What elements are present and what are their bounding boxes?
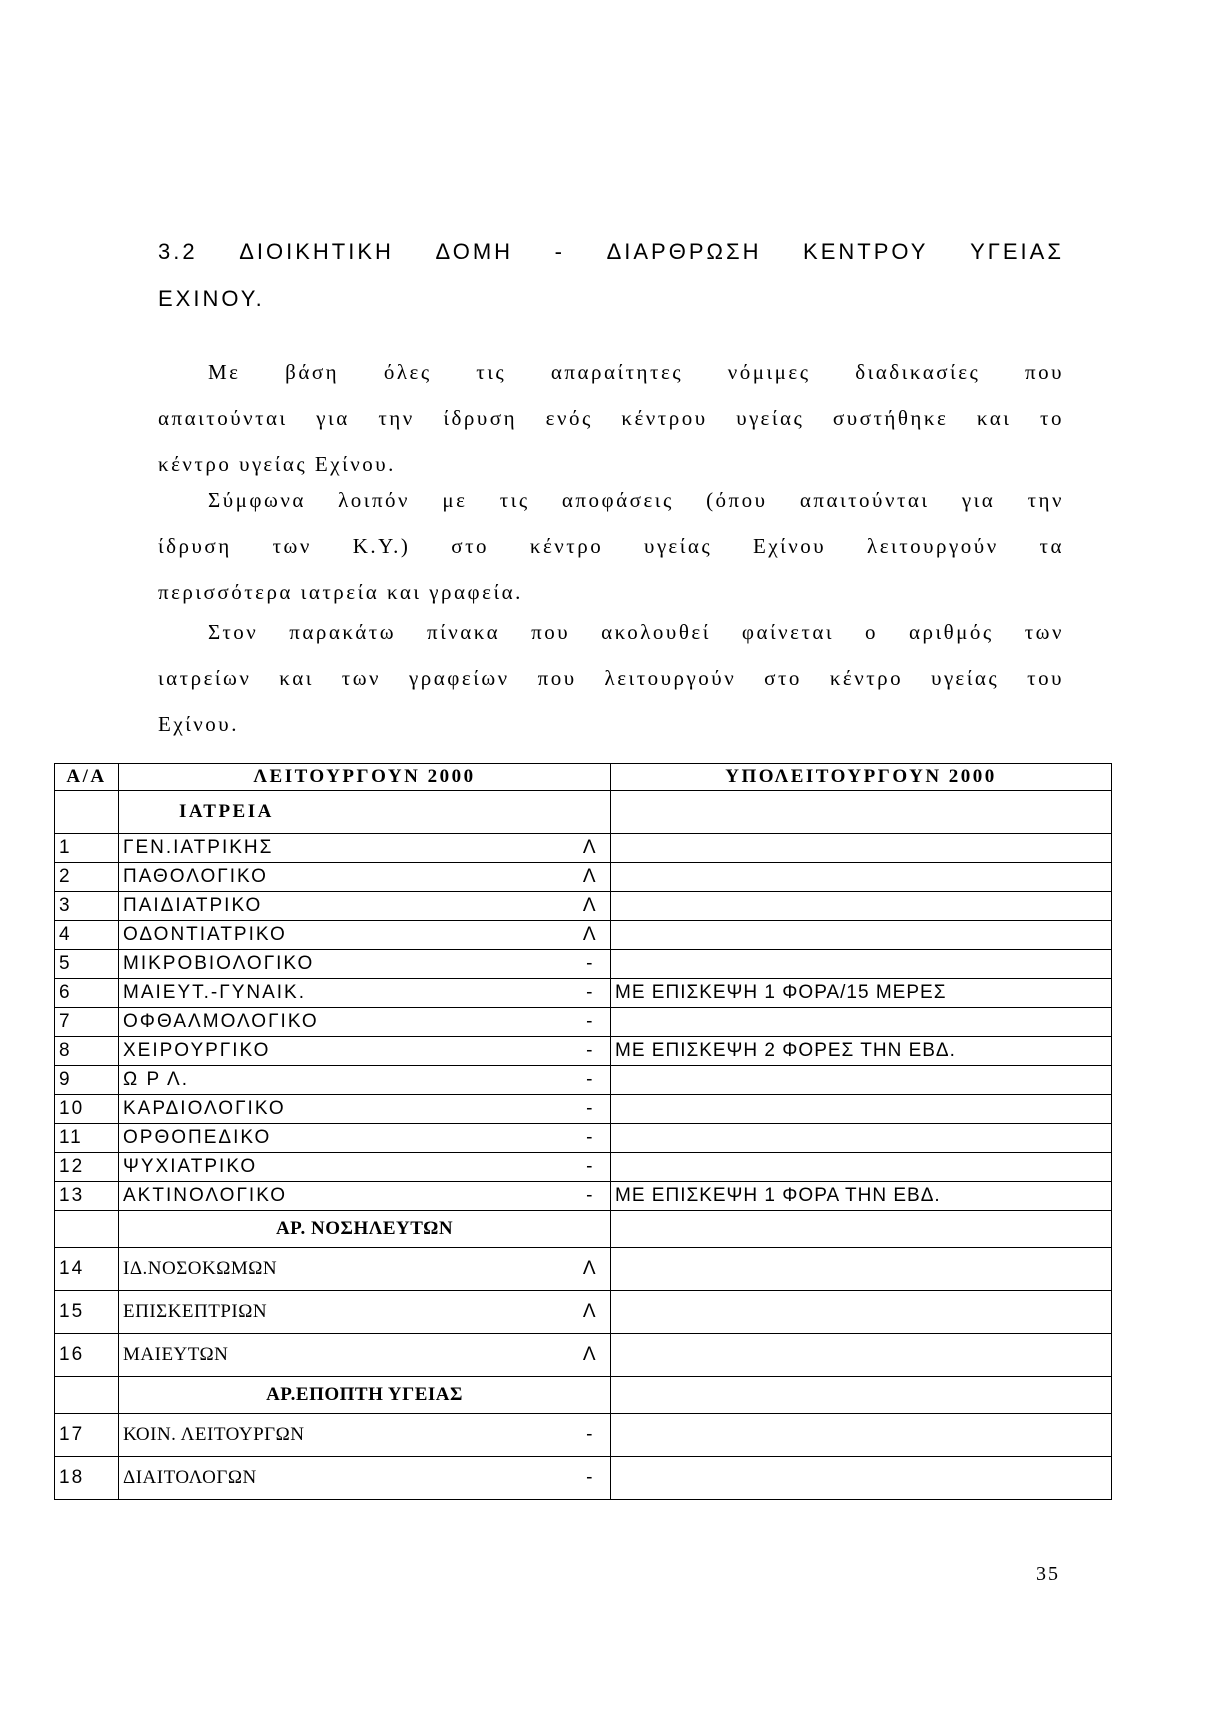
row-name: ΓΕΝ.ΙΑΤΡΙΚΗΣ bbox=[119, 834, 571, 863]
row-name: ΕΠΙΣΚΕΠΤΡΙΩΝ bbox=[119, 1291, 571, 1334]
row-name: ΟΡΘΟΠΕΔΙΚΟ bbox=[119, 1124, 571, 1153]
row-status: Λ bbox=[571, 1334, 611, 1377]
heading-word: 3.2 bbox=[158, 239, 198, 264]
empty-cell bbox=[55, 791, 119, 834]
row-note bbox=[611, 1248, 1112, 1291]
row-name: ΟΦΘΑΛΜΟΛΟΓΙΚΟ bbox=[119, 1008, 571, 1037]
heading-word: ΥΓΕΙΑΣ bbox=[970, 239, 1064, 264]
row-number: 12 bbox=[55, 1153, 119, 1182]
table-row bbox=[55, 979, 1112, 1008]
table-row bbox=[55, 1008, 1112, 1037]
header-operating: ΛΕΙΤΟΥΡΓΟΥΝ 2000 bbox=[119, 764, 611, 791]
section-heading bbox=[158, 228, 1064, 322]
section-title-clinics: ΙΑΤΡΕΙΑ bbox=[119, 791, 611, 834]
row-number: 4 bbox=[55, 921, 119, 950]
row-status: - bbox=[571, 1095, 611, 1124]
paragraph-line: Με βάση όλες τις απαραίτητες νόμιμες διαδικασίες που bbox=[208, 360, 1064, 384]
paragraph-line: Σύμφωνα λοιπόν με τις αποφάσεις (όπου απαιτούνται για την bbox=[208, 488, 1064, 512]
row-name: ΟΔΟΝΤΙΑΤΡΙΚΟ bbox=[119, 921, 571, 950]
paragraph-3 bbox=[158, 609, 1064, 747]
table-row bbox=[55, 1182, 1112, 1211]
row-note bbox=[611, 950, 1112, 979]
row-note bbox=[611, 1095, 1112, 1124]
row-note bbox=[611, 1066, 1112, 1095]
row-note: ΜΕ ΕΠΙΣΚΕΨΗ 1 ΦΟΡΑ ΤΗΝ ΕΒΔ. bbox=[611, 1182, 1112, 1211]
section-row-nurses bbox=[55, 1211, 1112, 1248]
row-note bbox=[611, 1124, 1112, 1153]
section-title-nurses: ΑΡ. ΝΟΣΗΛΕΥΤΩΝ bbox=[119, 1211, 611, 1248]
row-status: Λ bbox=[571, 863, 611, 892]
row-name: ΜΑΙΕΥΤΩΝ bbox=[119, 1334, 571, 1377]
section-row-health-supervisor bbox=[55, 1377, 1112, 1414]
row-number: 14 bbox=[55, 1248, 119, 1291]
heading-word: ΔΙΑΡΘΡΩΣΗ bbox=[606, 239, 762, 264]
paragraph-line: περισσότερα ιατρεία και γραφεία. bbox=[158, 580, 523, 604]
paragraph-line: κέντρο υγείας Εχίνου. bbox=[158, 452, 396, 476]
table-row bbox=[55, 1066, 1112, 1095]
row-name: ΜΙΚΡΟΒΙΟΛΟΓΙΚΟ bbox=[119, 950, 571, 979]
section-title-health-supervisor: ΑΡ.ΕΠΟΠΤΗ ΥΓΕΙΑΣ bbox=[119, 1377, 611, 1414]
paragraph-line: απαιτούνται για την ίδρυση ενός κέντρου υγείας συστήθηκε και το bbox=[158, 406, 1064, 430]
row-note bbox=[611, 892, 1112, 921]
row-note bbox=[611, 921, 1112, 950]
row-status: - bbox=[571, 1457, 611, 1500]
row-name: ΠΑΙΔΙΑΤΡΙΚΟ bbox=[119, 892, 571, 921]
paragraph-line: Στον παρακάτω πίνακα που ακολουθεί φαίνεται ο αριθμός των bbox=[208, 620, 1064, 644]
heading-word: ΔΟΜΗ bbox=[435, 239, 514, 264]
row-number: 6 bbox=[55, 979, 119, 1008]
header-aa: Α/Α bbox=[55, 764, 119, 791]
table-row bbox=[55, 1153, 1112, 1182]
row-note bbox=[611, 863, 1112, 892]
paragraph-1 bbox=[158, 349, 1064, 487]
row-name: ΠΑΘΟΛΟΓΙΚΟ bbox=[119, 863, 571, 892]
table-row bbox=[55, 950, 1112, 979]
table-row bbox=[55, 1414, 1112, 1457]
row-number: 7 bbox=[55, 1008, 119, 1037]
table-header-row bbox=[55, 764, 1112, 791]
row-note bbox=[611, 1008, 1112, 1037]
table-row bbox=[55, 1124, 1112, 1153]
empty-cell bbox=[611, 1211, 1112, 1248]
paragraph-line: ίδρυση των Κ.Υ.) στο κέντρο υγείας Εχίνου λειτουργούν τα bbox=[158, 534, 1064, 558]
row-note: ΜΕ ΕΠΙΣΚΕΨΗ 2 ΦΟΡΕΣ ΤΗΝ ΕΒΔ. bbox=[611, 1037, 1112, 1066]
table-row bbox=[55, 892, 1112, 921]
row-status: - bbox=[571, 1153, 611, 1182]
row-name: ΔΙΑΙΤΟΛΟΓΩΝ bbox=[119, 1457, 571, 1500]
row-note bbox=[611, 1334, 1112, 1377]
row-number: 17 bbox=[55, 1414, 119, 1457]
row-name: ΑΚΤΙΝΟΛΟΓΙΚΟ bbox=[119, 1182, 571, 1211]
row-status: Λ bbox=[571, 921, 611, 950]
row-number: 15 bbox=[55, 1291, 119, 1334]
row-number: 11 bbox=[55, 1124, 119, 1153]
row-note bbox=[611, 834, 1112, 863]
section-row-clinics bbox=[55, 791, 1112, 834]
row-status: Λ bbox=[571, 892, 611, 921]
row-note bbox=[611, 1457, 1112, 1500]
table-row bbox=[55, 921, 1112, 950]
header-underoperating: ΥΠΟΛΕΙΤΟΥΡΓΟΥΝ 2000 bbox=[611, 764, 1112, 791]
row-status: - bbox=[571, 1037, 611, 1066]
row-number: 5 bbox=[55, 950, 119, 979]
table-row bbox=[55, 1248, 1112, 1291]
row-name: ΚΑΡΔΙΟΛΟΓΙΚΟ bbox=[119, 1095, 571, 1124]
row-status: - bbox=[571, 950, 611, 979]
row-note bbox=[611, 1414, 1112, 1457]
empty-cell bbox=[611, 791, 1112, 834]
row-name: ΧΕΙΡΟΥΡΓΙΚΟ bbox=[119, 1037, 571, 1066]
table-row bbox=[55, 1095, 1112, 1124]
row-note: ΜΕ ΕΠΙΣΚΕΨΗ 1 ΦΟΡΑ/15 ΜΕΡΕΣ bbox=[611, 979, 1112, 1008]
row-note bbox=[611, 1291, 1112, 1334]
page-number: 35 bbox=[1036, 1563, 1060, 1585]
table-row bbox=[55, 1291, 1112, 1334]
row-name: ΚΟΙΝ. ΛΕΙΤΟΥΡΓΩΝ bbox=[119, 1414, 571, 1457]
row-number: 3 bbox=[55, 892, 119, 921]
row-status: - bbox=[571, 1414, 611, 1457]
row-status: - bbox=[571, 1182, 611, 1211]
row-status: - bbox=[571, 1124, 611, 1153]
row-status: Λ bbox=[571, 1291, 611, 1334]
row-status: - bbox=[571, 1008, 611, 1037]
paragraph-2 bbox=[158, 477, 1064, 615]
row-name: Ω Ρ Λ. bbox=[119, 1066, 571, 1095]
paragraph-line: Εχίνου. bbox=[158, 712, 239, 736]
row-number: 8 bbox=[55, 1037, 119, 1066]
row-status: - bbox=[571, 979, 611, 1008]
table-row bbox=[55, 1457, 1112, 1500]
row-number: 1 bbox=[55, 834, 119, 863]
row-name: ΨΥΧΙΑΤΡΙΚΟ bbox=[119, 1153, 571, 1182]
row-number: 16 bbox=[55, 1334, 119, 1377]
heading-word: ΔΙΟΙΚΗΤΙΚΗ bbox=[239, 239, 394, 264]
empty-cell bbox=[55, 1211, 119, 1248]
clinics-table bbox=[54, 763, 1112, 1500]
row-number: 13 bbox=[55, 1182, 119, 1211]
row-name: ΙΔ.ΝΟΣΟΚΩΜΩΝ bbox=[119, 1248, 571, 1291]
row-note bbox=[611, 1153, 1112, 1182]
row-status: Λ bbox=[571, 834, 611, 863]
row-status: Λ bbox=[571, 1248, 611, 1291]
heading-word: - bbox=[554, 239, 565, 264]
row-name: ΜΑΙΕΥΤ.-ΓΥΝΑΙΚ. bbox=[119, 979, 571, 1008]
row-number: 18 bbox=[55, 1457, 119, 1500]
table-row bbox=[55, 834, 1112, 863]
table-row bbox=[55, 1334, 1112, 1377]
heading-word: ΚΕΝΤΡΟΥ bbox=[803, 239, 929, 264]
table-row bbox=[55, 1037, 1112, 1066]
heading-line-2: ΕΧΙΝΟΥ. bbox=[158, 286, 265, 311]
empty-cell bbox=[55, 1377, 119, 1414]
row-status: - bbox=[571, 1066, 611, 1095]
empty-cell bbox=[611, 1377, 1112, 1414]
table-row bbox=[55, 863, 1112, 892]
heading-line-1 bbox=[158, 228, 1064, 275]
paragraph-line: ιατρείων και των γραφείων που λειτουργούν στο κέντρο υγείας του bbox=[158, 666, 1064, 690]
row-number: 9 bbox=[55, 1066, 119, 1095]
row-number: 2 bbox=[55, 863, 119, 892]
row-number: 10 bbox=[55, 1095, 119, 1124]
